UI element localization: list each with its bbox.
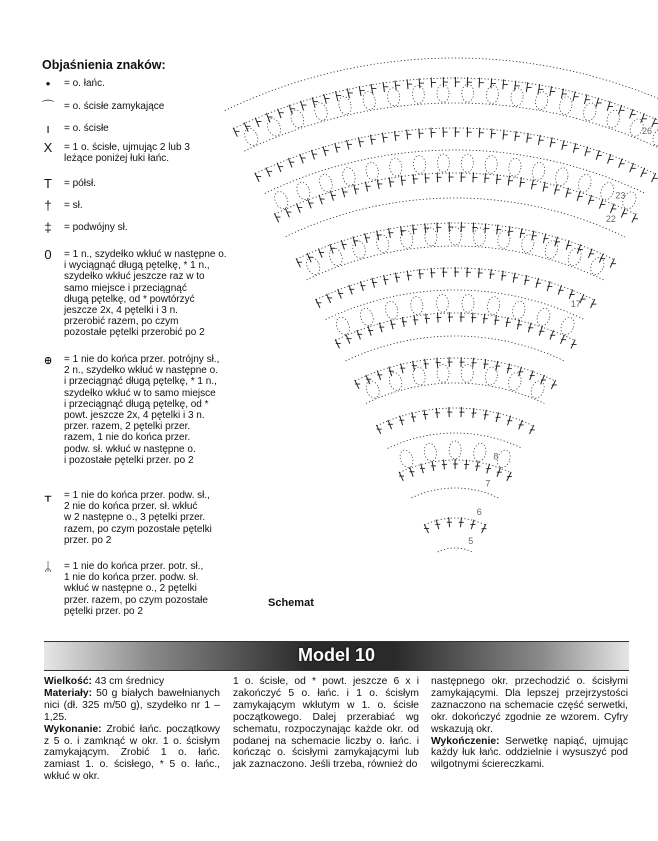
model-title: Model 10 (297, 645, 376, 665)
stitch-mark (323, 146, 326, 156)
stitch-mark (630, 163, 634, 172)
round-number: 23 (615, 190, 626, 201)
chain-loop (304, 255, 322, 276)
chain-loop (337, 95, 353, 115)
stitch-mark (296, 258, 300, 267)
model-banner (44, 641, 629, 671)
round-number: 17 (570, 298, 581, 309)
materials-label: Materiały: (44, 687, 93, 699)
stitch-mark (301, 101, 304, 111)
round-number: 5 (468, 535, 474, 546)
chain-loop (576, 173, 593, 194)
chain-loop (554, 166, 570, 186)
legend-item-text: = 1 nie do końca przer. potrójny sł., 2 n., szydełko wkłuć w następne o. i przeciągnąć długą pętelkę, * 1 n., szydełko wkłuć w to samo miejsce i przeciągnąć długą pętelkę, od * powt. jeszcze 2x, 4 pętelki i 3 n. przer. razem, 2 pętelki przer. razem, 1 nie do końca przer. podw. sł. wkłuć w następne o. i pozostałe pętelki przer. po 2 (64, 354, 220, 466)
stitch-mark (585, 147, 588, 157)
stitch-mark (651, 173, 655, 182)
chain-loop (362, 91, 377, 111)
chain-loop (437, 84, 449, 102)
chain-loop (534, 91, 549, 111)
chain-loop (389, 157, 403, 176)
stitch-mark (307, 253, 311, 262)
stitch-mark (632, 214, 636, 223)
chain-loop (384, 300, 400, 320)
materials-text: 50 g białych bawełnianych nici (dł. 325 m/50 g), szydełko nr 1 – 1,25. (44, 687, 220, 723)
three-stitch-cluster-icon: ᚁ (44, 488, 52, 503)
chain-loop (364, 379, 382, 400)
stitch-mark (285, 208, 289, 217)
stitch-mark (641, 168, 645, 177)
stitch-mark (335, 339, 339, 348)
execution-text: Zrobić łańc. początkowy z 5 o. i zamknąć w okr. 1 o. ścisłym zamykającym. Zrobić 1 o. łańc. zamiast 1. o. ścisłego, * 5 o. łańc., wkłuć w okr. (44, 723, 220, 783)
size-value: 43 cm średnicy (91, 676, 165, 687)
chain-loop (413, 155, 426, 174)
chain-loop (242, 126, 260, 147)
chain-loop (295, 180, 313, 201)
stitch-mark (596, 150, 599, 159)
stitch-mark (233, 128, 237, 137)
stitch-mark (566, 240, 569, 250)
legend-item-text: = sł. (64, 200, 83, 211)
chart-round (296, 223, 614, 259)
chart-round (438, 548, 473, 552)
column-3-text: następnego okr. przechodzić o. ścisłymi zamykającymi. Dla lepszej przejrzystości zaznaczono na schemacie część serwetki, okr. dokończyć zgodnie ze wzorem. Cyfry wskazują okr. (431, 676, 628, 735)
chain-loop (387, 371, 404, 392)
execution-label: Wykonanie: (44, 723, 102, 735)
stitch-mark (652, 118, 656, 127)
chart-round (265, 150, 646, 194)
chart-round (355, 358, 555, 381)
stitch-mark (599, 199, 603, 208)
chart-round (275, 173, 636, 214)
chain-loop (461, 364, 474, 383)
puff-stitch-icon: 0 (44, 247, 52, 262)
chain-loop (327, 246, 344, 267)
stitch-mark (244, 123, 248, 132)
chain-loop (484, 155, 497, 174)
chain-loop (341, 166, 357, 186)
instructions-column-2: 1 o. ścisłe, od * powt. jeszcze 6 x i zakończyć 5 o. łańc. i 1 o. ścisłym zamykającym wkłutym w 1. o. ścisłe początkowego. Dalej przerabiać wg schematu, rozpoczynając każde okr. od podanej na schemacie liczby o. łańc. i kończąc o. ścisłymi zamykającymi lub jak zaznaczono. Jeśli trzeba, również do (233, 676, 419, 771)
stitch-mark (296, 203, 300, 212)
stitch-mark (266, 113, 270, 122)
stitch-mark (569, 289, 573, 298)
stitch-mark (607, 101, 610, 111)
chain-loop (313, 101, 329, 122)
round-number: 7 (485, 478, 491, 489)
stitch-mark (330, 244, 333, 253)
legend-item-text: = 1 nie do końca przer. potr. sł., 1 nie do końca przer. podw. sł. wkłuć w następne o., 2 pętelki przer. razem, po czym pozostałe pętelki przer. po 2 (64, 561, 208, 617)
stitch-mark (324, 94, 327, 104)
two-stitch-cluster-icon: ᛦ (44, 559, 52, 574)
stitch-mark (610, 204, 614, 213)
chart-round (346, 336, 565, 361)
stitch-mark (338, 289, 342, 298)
legend-item-text: = 1 o. ścisłe, ujmując 2 lub 3 leżące poniżej łuki łańc. (64, 142, 190, 165)
chain-loop (473, 227, 486, 246)
stitch-mark (319, 195, 322, 204)
cluster-puff-icon: ꚛ (44, 352, 52, 367)
chain-loop (558, 95, 574, 115)
stitch-mark (630, 109, 633, 118)
stitch-mark (621, 208, 625, 217)
chain-loop (412, 85, 425, 104)
stitch-mark (277, 163, 281, 172)
round-number: 6 (476, 507, 482, 518)
stitch-mark (573, 91, 575, 101)
stitch-mark (255, 118, 259, 127)
chain-loop (424, 227, 437, 246)
chain-loop (375, 233, 390, 253)
chain-loop (449, 227, 461, 245)
stitch-mark (311, 150, 314, 160)
stitch-mark (571, 340, 575, 349)
stitch-mark (590, 299, 594, 308)
single-crochet-icon: ı (46, 121, 50, 136)
stitch-mark (327, 294, 331, 303)
chart-caption: Schemat (268, 597, 314, 609)
chain-loop (365, 161, 380, 181)
treble-crochet-icon: ‡ (44, 220, 52, 235)
finishing-text: Serwetkę napiąć, ujmując każdy łuk łańc. oddzielnie i wysuszyć pod wilgotnymi ściereczkami. (431, 735, 628, 771)
chain-loop (508, 157, 522, 177)
chain-loop (529, 379, 547, 400)
round-number: 22 (605, 213, 616, 224)
double-crochet-icon: † (44, 198, 52, 213)
instructions-column-1 (44, 676, 220, 783)
chain-loop (265, 117, 283, 138)
chain-loop (582, 101, 598, 122)
chain-loop (461, 154, 474, 172)
chain-loop (398, 448, 416, 469)
chain-loop (436, 294, 449, 313)
stitch-mark (255, 173, 259, 182)
size-label: Wielkość: (44, 676, 92, 687)
stitch-mark (588, 195, 591, 204)
chart-round (425, 518, 486, 525)
chain-loop (520, 234, 535, 254)
chain-loop (511, 300, 527, 320)
instructions-column-3 (431, 676, 628, 771)
stitch-mark (312, 97, 315, 107)
chain-loop (598, 181, 616, 202)
stitch-mark (288, 158, 292, 167)
legend-item-text: = o. ścisłe zamykające (64, 101, 165, 112)
chain-loop (437, 154, 449, 172)
chain-loop (334, 315, 352, 336)
stitch-mark (596, 98, 599, 108)
stitch-mark (577, 191, 580, 201)
chain-loop (531, 161, 546, 181)
stitch-mark (300, 154, 303, 163)
chart-round (366, 383, 544, 403)
chain-loop (272, 189, 290, 210)
chart-round (326, 290, 585, 320)
stitch-mark (278, 109, 281, 118)
chain-loop (387, 87, 401, 106)
legend-item-text: = podwójny sł. (64, 222, 128, 233)
legend-item-text: = 1 nie do końca przer. podw. sł., 2 nie do końca przer. sł. wkłuć w 2 następne o., 3 pętelki przer. razem, po czym pozostałe pętelki przer. po 2 (64, 490, 212, 546)
stitch-mark (566, 188, 569, 198)
stitch-mark (573, 143, 576, 153)
chain-stitch-icon: • (45, 76, 51, 91)
legend-item-text: = o. ścisłe (64, 123, 109, 134)
chain-loop (472, 442, 487, 462)
stitch-mark (330, 191, 333, 201)
stitch-mark (588, 249, 592, 258)
chain-loop (507, 371, 524, 392)
chain-loop (535, 307, 552, 328)
stitch-mark (335, 91, 337, 101)
stitch-mark (308, 199, 312, 208)
chain-loop (510, 87, 524, 106)
stitch-mark (318, 248, 322, 257)
chain-loop (317, 173, 334, 194)
stitch-mark (610, 259, 614, 268)
legend-item-text: = półsł. (64, 178, 96, 189)
legend-title: Objaśnienia znaków: (42, 58, 166, 72)
legend-item-text: = o. łańc. (64, 78, 105, 89)
round-number: 8 (493, 451, 499, 462)
chart-round (412, 488, 499, 498)
stitch-mark (607, 154, 610, 163)
chain-loop (486, 296, 500, 315)
stitch-mark (266, 168, 270, 177)
legend-item-text: = 1 n., szydełko wkłuć w następne o. i wyciągnąć długą pętelkę, * 1 n., szydełko wkłuć jeszcze raz w to samo miejsce i przeciągnąć długą pętelkę, od * powtórzyć jeszcze 2x, 4 pętelki i 3 n. przerobić razem, po czym pozostałe pętelki przerobić po 2 (64, 249, 227, 339)
chain-loop (410, 296, 424, 315)
stitch-mark (289, 105, 292, 114)
chain-loop (423, 442, 438, 462)
stitch-mark (335, 143, 338, 153)
stitch-mark (577, 244, 580, 253)
half-double-crochet-icon: T (44, 176, 52, 191)
finishing-label: Wykończenie: (431, 735, 500, 747)
chain-loop (449, 441, 461, 459)
chart-round (244, 103, 658, 151)
stitch-mark (274, 213, 278, 222)
chain-loop (462, 294, 475, 313)
crochet-chart (205, 28, 653, 588)
chain-loop (437, 364, 450, 383)
chart-round (286, 198, 625, 237)
stitch-mark (316, 299, 320, 308)
stitch-mark (584, 94, 587, 104)
stitch-mark (619, 158, 623, 167)
chain-loop (486, 85, 499, 104)
chain-loop (358, 307, 375, 328)
slip-stitch-icon: ⌒ (41, 99, 55, 114)
x-stitch-icon: X (43, 140, 53, 155)
chain-loop (558, 316, 576, 337)
round-number: 26 (642, 126, 653, 137)
chain-loop (351, 239, 367, 260)
